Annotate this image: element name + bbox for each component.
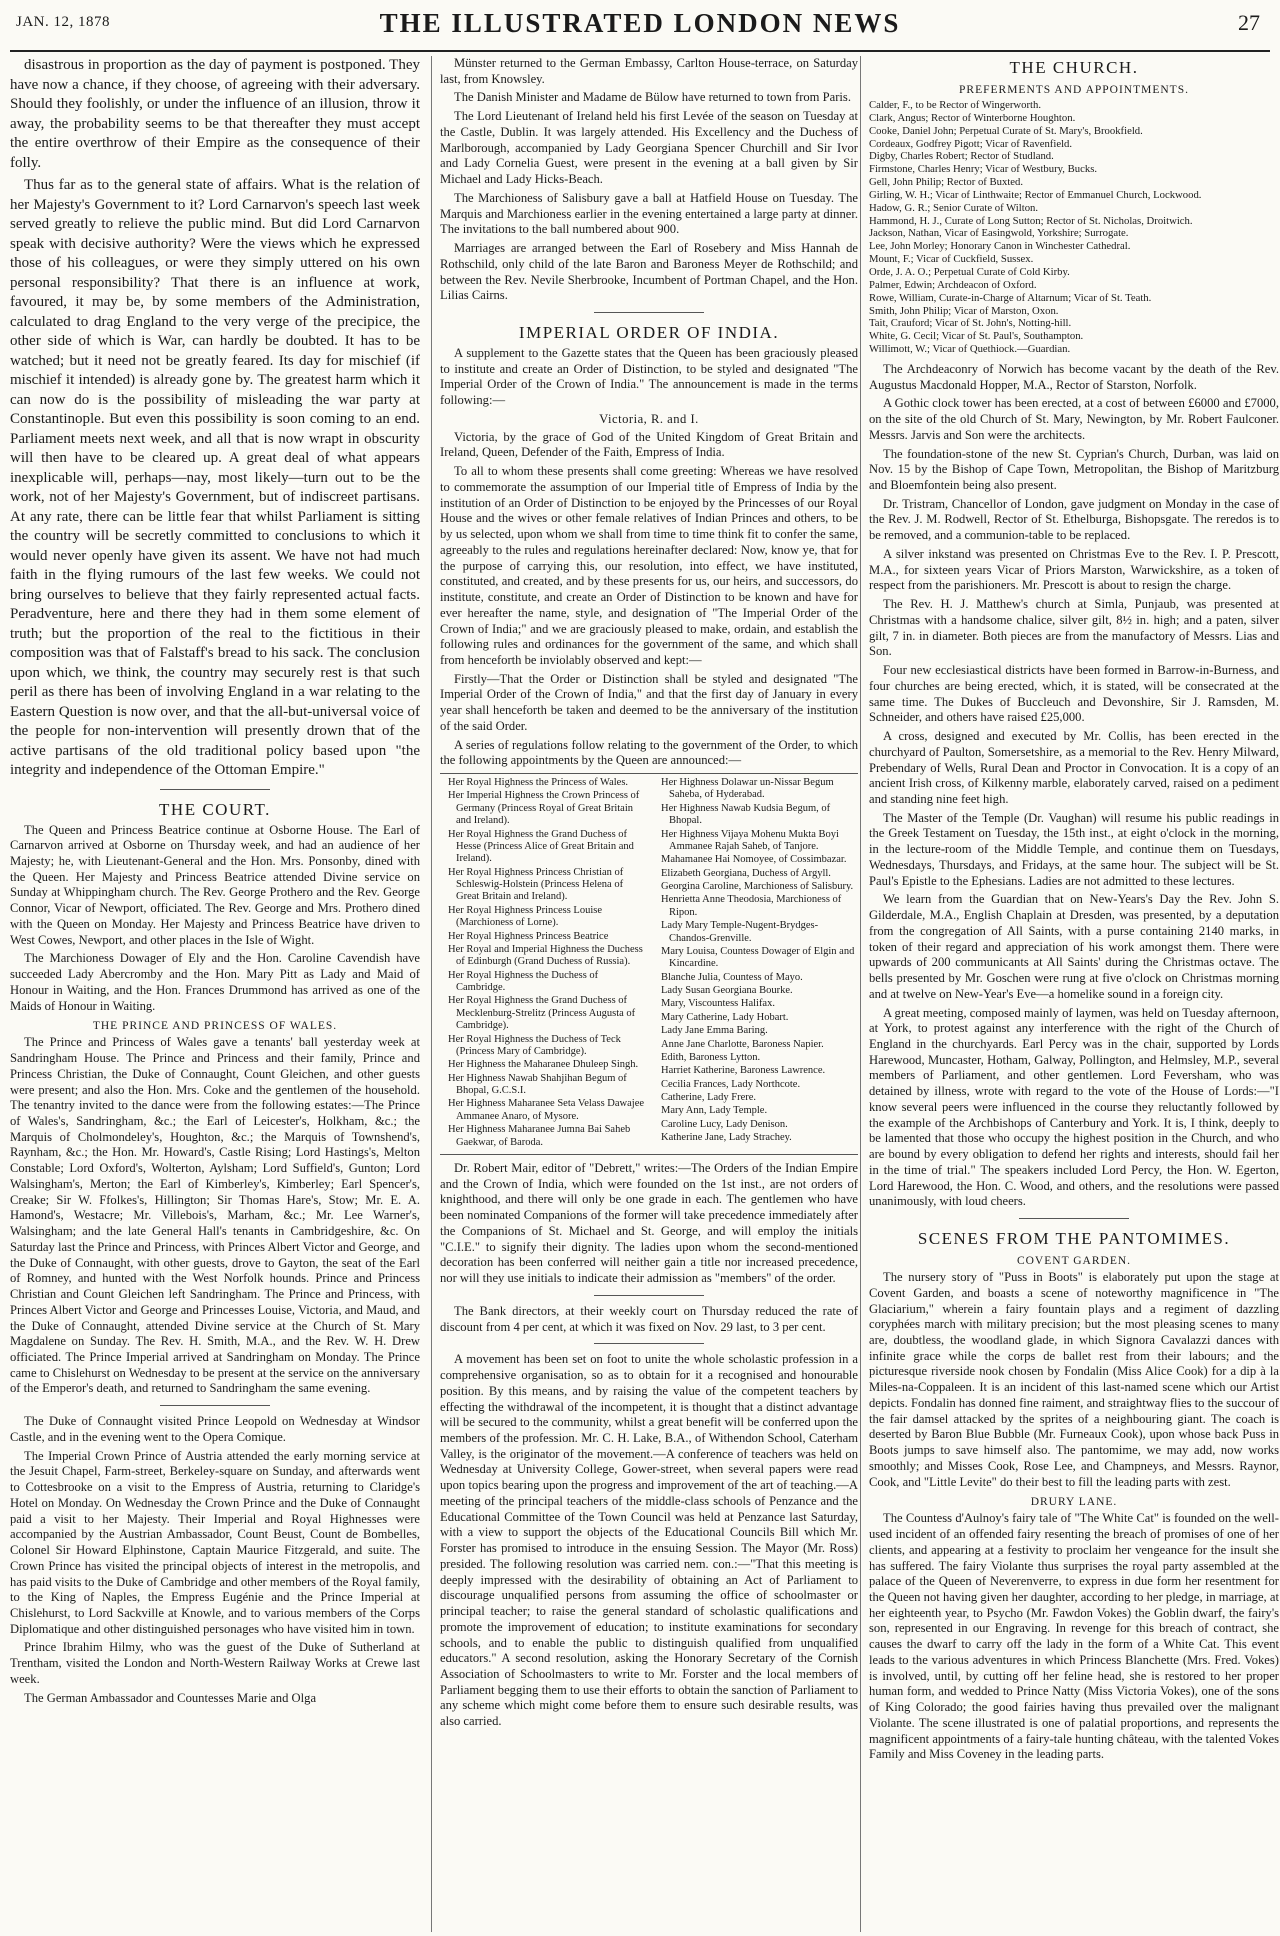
section-title-church: THE CHURCH.: [1009, 58, 1139, 77]
member-entry: Her Highness Maharanee Seta Velass Dawajee Ammanee Anaro, of Mysore.: [448, 1098, 645, 1122]
page-number: 27: [1238, 10, 1260, 35]
member-entry: Her Highness Vijaya Mohenu Mukta Boyi Ammanee Rajah Saheb, of Tanjore.: [661, 828, 839, 852]
member-entry: Her Highness Maharanee Jumna Bai Saheb Gaekwar, of Baroda.: [448, 1124, 631, 1148]
column-2: [431, 56, 858, 1932]
member-entry: Her Royal Highness the Grand Duchess of Hesse (Princess Alice of Great Britain and Ireland).: [448, 828, 634, 865]
column-1: [10, 56, 420, 1932]
paragraph: A movement has been set on foot to unite the whole scholastic profession in a comprehensive organisation, so as to obtain for it a recognised and honourable position. By this means, and by raising the value of the competent teachers by effecting the withdrawal of the incompetent, it is thought that a distinct advantage will be secured to the community, whilst a great benefit will be conferred upon the members of the profession. Mr. C. H. Lake, B.A., of Withendon School, Caterham Valley, is the originator of the movement.—A conference of teachers was held on Wednesday at University College, Gower-street, when several papers were read upon topics bearing upon the progress and improvement of the art of teaching.—A meeting of the principal teachers of the middle-class schools of Penzance and the Educational Committee of the Town Council was held at Penzance last Saturday, with a view to support the objects of the Educational Councils Bill which Mr. Forster has promised to introduce in the ensuing Session. The Mayor (Mr. Ross) presided. The following resolution was carried nem. con.:—"That this meeting is deeply impressed with the desirability of obtaining an Act of Parliament to discourage unqualified persons from assuming the office of schoolmaster or principal teacher; to raise the general standard of scholastic qualifications and promote the improvement of education; to institute examinations for secondary schools, and to enable the public to distinguish qualified from unqualified educators." A second resolution, asking the Honorary Secretary of the Cornish Association of Schoolmasters to write to Mr. Forster and the local members of Parliament begging them to use their efforts to obtain the sanction of Parliament to any scheme which might come before them to ensure such desirable results, was also carried.: [440, 1352, 858, 1729]
paragraph: Prince Ibrahim Hilmy, who was the guest of the Duke of Sutherland at Trentham, visited the London and North-Western Railway Works at Crewe last week.: [10, 1640, 420, 1686]
section-divider: [594, 312, 704, 313]
list-item: Palmer, Edwin; Archdeacon of Oxford.: [869, 278, 1037, 291]
member-entry: Elizabeth Georgiana, Duchess of Argyll.: [661, 867, 831, 879]
order-members-list: [440, 773, 858, 1155]
section-title-court: THE COURT.: [159, 799, 271, 819]
paragraph: The Rev. H. J. Matthew's church at Simla, Punjaub, was presented at Christmas with a handsome chalice, silver gilt, 8½ in. high; and a paten, silver gilt, 7 in. in diameter. Both pieces are from the manufactory of Messrs. Lias and Son.: [869, 597, 1279, 659]
paragraph: The nursery story of "Puss in Boots" is elaborately put upon the stage at Covent Garden, and boasts a scene of noteworthy magnificence in "The Glaciarium," wherein a fairy fountain plays and a regiment of dazzling coryphées march with military precision; but the most pleasing scenes to many are, doubtless, the woodland glade, in which Signora Cavalazzi dances with infinite grace while the corps de ballet rest from their labours; and the picturesque riverside nook chosen by Fondalin (Miss Alice Cook) for a dip à la Miles-na-Coppaleen. It is an incident of this last-named scene which our Artist depicts. Fondalin has donned fine raiment, and straightway flies to the succour of the fair damsel attacked by the sprites of a neighbouring giant. The coach is deserted by Baron Blue Bubble (Mr. Furneaux Cook), upon whose back Puss in Boots jumps to save himself also. The pantomime, we may add, now works smoothly; and Misses Cook, Rose Lee, and Champneys, and Messrs. Raynor, Cook, and "Little Levite" do their best to fill the leading parts with zest.: [869, 1270, 1279, 1489]
member-entry: Blanche Julia, Countess of Mayo.: [661, 971, 803, 983]
paragraph: A series of regulations follow relating to the government of the Order, to which the following appointments by the Queen are announced:—: [440, 737, 858, 768]
members-right-column: [653, 777, 858, 1150]
list-item: Jackson, Nathan, Vicar of Easingwold, Yorkshire; Surrogate.: [869, 227, 1129, 240]
member-entry: Her Royal Highness Princess Beatrice: [448, 930, 609, 942]
members-left-column: [440, 777, 645, 1150]
member-entry: Mary, Viscountess Halifax.: [661, 998, 775, 1010]
paragraph: Victoria, by the grace of God of the United Kingdom of Great Britain and Ireland, Queen, Defender of the Faith, Empress of India.: [440, 429, 858, 460]
paragraph: The Danish Minister and Madame de Bülow have returned to town from Paris.: [454, 90, 851, 105]
member-entry: Her Royal Highness the Duchess of Teck (Princess Mary of Cambridge).: [448, 1033, 621, 1057]
column-3: [860, 56, 1279, 1932]
preferments-list: [869, 99, 1279, 356]
member-entry: Anne Jane Charlotte, Baroness Napier.: [661, 1038, 824, 1050]
paragraph: A great meeting, composed mainly of laymen, was held on Tuesday afternoon, at York, to protest against any interference with the right of the Church of England in the churchyards. Earl Percy was in the chair, supported by Lords Harewood, Muncaster, Hotham, Galway, Pollington, and Helmsley, M.P., several members of Parliament, and other gentlemen. Lord Feversham, who was detained by illness, wrote with regard to the vote of the House of Lords:—"I know several peers were influenced in the course they reluctantly followed by the example of the Archbishops of Canterbury and York. It is, I think, deeply to be lamented that those who occupy the highest position in the Church, and who are bound by every obligation to defend her rights and interests, should fail her in the time of trial." The speakers included Lord Percy, the Hon. W. Egerton, Lord Harewood, the Hon. C. Wood, and others, and the resolutions were passed unanimously, with loud cheers.: [869, 1005, 1279, 1209]
list-item: Tait, Crauford; Vicar of St. John's, Notting-hill.: [869, 317, 1072, 330]
member-entry: Mary Catherine, Lady Hobart.: [661, 1011, 789, 1023]
member-entry: Her Royal and Imperial Highness the Duchess of Edinburgh (Grand Duchess of Russia).: [448, 943, 643, 968]
paragraph: Four new ecclesiastical districts have been formed in Barrow-in-Burness, and four churches are being erected, which, it is stated, will be consecrated at the same time. The Dukes of Buccleuch and Devonshire, Sir J. Ramsden, M. Schneider, and others have raised £25,000.: [869, 663, 1279, 725]
list-item: Willimott, W.; Vicar of Quethiock.—Guardian.: [869, 343, 1071, 356]
member-entry: Katherine Jane, Lady Strachey.: [661, 1132, 792, 1144]
editorial-section: [10, 56, 420, 781]
list-item: Hadow, G. R.; Senior Curate of Wilton.: [869, 201, 1039, 214]
paragraph: The Imperial Crown Prince of Austria attended the early morning service at the Jesuit Chapel, Farm-street, Berkeley-square on Sunday, and afterwards went to Cottesbrooke on a visit to the Empress of Austria, returning to Claridge's Hotel on Monday. On Wednesday the Crown Prince and the Duke of Connaught paid a visit to her Majesty. Their Imperial and Royal Highnesses were accompanied by the Austrian Ambassador, Count Beust, Count de Bombelles, Colonel Sir Howard Elphinstone, Captain Maurice Fitzgerald, and suite. The Crown Prince has visited the principal objects of interest in the metropolis, and has paid visits to the Duke of Cambridge and other members of the Royal family, to the King of Naples, the Empress Eugénie and the Prince Imperial at Chislehurst, to Lord Sackville at Knowle, and to various members of the Corps Diplomatique and other distinguished personages who have visited him in town.: [10, 1448, 420, 1636]
section-divider: [160, 1405, 270, 1406]
section-title-india: IMPERIAL ORDER OF INDIA.: [518, 323, 780, 343]
list-item: White, G. Cecil; Vicar of St. Paul's, Southampton.: [869, 330, 1084, 343]
list-item: Lee, John Morley; Honorary Canon in Winchester Cathedral.: [869, 240, 1131, 253]
list-item: Firmstone, Charles Henry; Vicar of Westbury, Bucks.: [869, 163, 1098, 176]
paragraph: The German Ambassador and Countesses Marie and Olga: [24, 1690, 317, 1705]
member-entry: Caroline Lucy, Lady Denison.: [661, 1118, 788, 1130]
member-entry: Lady Susan Georgiana Bourke.: [661, 985, 793, 997]
member-entry: Edith, Baroness Lytton.: [661, 1051, 761, 1063]
list-item: Orde, J. A. O.; Perpetual Curate of Cold Kirby.: [869, 265, 1070, 278]
paragraph: The Prince and Princess of Wales gave a tenants' ball yesterday week at Sandringham House. The Prince and Princess and their family, Prince and Princess Christian, the Duke of Connaught, Count Gleichen, and other guests were present; and also the Hon. Mrs. Coke and the gentlemen of the household. The tenantry invited to the dance were from the following estates:—The Prince of Wales's, Sandringham, &c.; the Earl of Leicester's, Holkham, &c.; the Marquis of Cholmondeley's, Houghton, &c.; the Marquis of Townshend's, Raynham, &c.; the Hon. Mr. Howard's, Castle Rising; Lord Hastings's, Melton Constable; Lord Oxford's, Wolterton, Aylsham; Lord Suffield's, Gunton; Lord Walsingham's, Merton; the Earl of Kimberley's, Kimberley; Earl Spencer's, Creake; Sir W. Ffolkes's, Hillington; Sir Thomas Hare's, Stow; Mr. E. A. Hamond's, Westacre; Mr. Villebois's, Marham, &c.; Mr. Lee Warner's, Walsingham; and the late General Hall's tenants in Cambridgeshire, &c. On Saturday last the Prince and Princess, with Princes Albert Victor and George, and the Duke of Connaught, with other guests, drove to Gayton, the seat of the Earl of Romney, and hunted with the West Norfolk hounds. Prince and Princess Christian and Count Gleichen left Sandringham. The Prince and Princess, with Princes Albert Victor and George and Princesses Louise, Victoria, and Maud, and the Duke of Connaught, attended Divine service at the Church of St. Mary Magdalene on Sunday. The Rev. H. Smith, M.A., and the Rev. W. H. Drew officiated. The Prince Imperial arrived at Sandringham on Monday. The Prince came to Chislehurst on Wednesday to be present at the service on the anniversary of the Emperor's death, and returned to Sandringham the same evening.: [10, 1035, 420, 1396]
member-entry: Cecilia Frances, Lady Northcote.: [661, 1078, 801, 1090]
list-item: Digby, Charles Robert; Rector of Studland.: [869, 150, 1054, 163]
member-entry: Her Royal Highness the Princess of Wales.: [448, 777, 629, 789]
masthead: [10, 0, 1270, 52]
columns: [10, 56, 1279, 1932]
member-entry: Her Highness Nawab Kudsia Begum, of Bhopal.: [661, 802, 831, 827]
issue-date: JAN. 12, 1878: [16, 14, 111, 30]
section-divider: [1019, 1218, 1129, 1219]
member-entry: Her Highness the Maharanee Dhuleep Singh.: [448, 1059, 639, 1071]
paragraph: The Lord Lieutenant of Ireland held his first Levée of the season on Tuesday at the Castle, Dublin. It was largely attended. His Excellency and the Duchess of Marlborough, accompanied by Lady Georgiana Spencer Churchill and Sir Ivor and Lady Cornelia Guest, were present in the evening at a ball given by Sir Michael and Lady Hicks-Beach.: [440, 109, 858, 187]
member-entry: Lady Mary Temple-Nugent-Brydges-Chandos-Grenville.: [661, 920, 819, 944]
paragraph: To all to whom these presents shall come greeting: Whereas we have resolved to commemorate the assumption of our Imperial title of Empress of India by the institution of an Order of Distinction to be enjoyed by the Princesses of our Royal House and the wives or other female relatives of Indian Princes and others, to be by us selected, upon whom we shall from time to time think fit to confer the same, agreeably to the rules and regulations hereinafter declared: Now, know ye, that for the purpose of carrying this, our resolution, into effect, we have instituted, constituted, and created, and by these presents for us, our heirs, and successors, do institute, constitute, and create an Order of Distinction to be known and have for ever hereafter the name, style, and designation of "The Imperial Order of the Crown of India;" and we are graciously pleased to make, ordain, and establish the following rules and ordinances for the government of the same, and which shall from henceforth be inviolably observed and kept:—: [440, 464, 858, 667]
paragraph: A cross, designed and executed by Mr. Collis, has been erected in the churchyard of Paulton, Somersetshire, as a memorial to the Rev. Henry Milward, Prebendary of Wells, Rural Dean and Proctor in Convocation. It is a copy of an ancient Irish cross, of Kilkenny marble, elaborately carved, raised on a pediment and standing nine feet high.: [869, 729, 1279, 806]
list-item: Clark, Angus; Rector of Winterborne Houghton.: [869, 111, 1076, 124]
paragraph: The Master of the Temple (Dr. Vaughan) will resume his public readings in the Greek Testament on Tuesday, the 15th inst., at eight o'clock in the morning, in the lecture-room of the Middle Temple, and continue them on Tuesdays, Wednesdays, Thursdays, and Fridays, at the same hour. The subject will be St. Paul's Epistle to the Ephesians. Ladies are not admitted to these lectures.: [869, 810, 1279, 888]
paragraph: Marriages are arranged between the Earl of Rosebery and Miss Hannah de Rothschild, only child of the late Baron and Baroness Meyer de Rothschild; and between the Rev. Nevile Sherbrooke, Incumbent of Portman Chapel, and the Hon. Lilias Cairns.: [440, 241, 858, 303]
member-entry: Mary Ann, Lady Temple.: [661, 1105, 768, 1117]
member-entry: Catherine, Lady Frere.: [661, 1092, 757, 1104]
newspaper-title: THE ILLUSTRATED LONDON NEWS: [379, 8, 901, 38]
subsection-title-drury-lane: DRURY LANE.: [1030, 1496, 1118, 1509]
member-entry: Her Royal Highness the Grand Duchess of Mecklenburg-Strelitz (Princess Augusta of Cambridge).: [448, 995, 636, 1032]
paragraph: Dr. Tristram, Chancellor of London, gave judgment on Monday in the case of the Rev. J. M. Rodwell, Rector of St. Ethelburga, Bishopsgate. The reredos is to be removed, and a communion-table to be replaced.: [869, 496, 1279, 543]
section-divider: [594, 1295, 704, 1296]
paragraph: The Marchioness Dowager of Ely and the Hon. Caroline Cavendish have succeeded Lady Abercromby and the Hon. Mary Pitt as Lady and Maid of Honour in Waiting, and the Hon. Frances Drummond has arrived as one of the Maids of Honour in Waiting.: [10, 951, 420, 1013]
member-entry: Henrietta Anne Theodosia, Marchioness of Ripon.: [661, 894, 842, 918]
list-item: Cooke, Daniel John; Perpetual Curate of St. Mary's, Brookfield.: [869, 124, 1143, 137]
paragraph: A supplement to the Gazette states that the Queen has been graciously pleased to institute and create an Order of Distinction, to be styled and designated "The Imperial Order of the Crown of India." The announcement is made in the terms following:—: [440, 346, 858, 408]
subsection-title-wales: THE PRINCE AND PRINCESS OF WALES.: [92, 1020, 338, 1033]
member-entry: Her Royal Highness the Duchess of Cambridge.: [448, 969, 599, 994]
section-title-pantomimes: SCENES FROM THE PANTOMIMES.: [917, 1229, 1231, 1249]
paragraph: The foundation-stone of the new St. Cyprian's Church, Durban, was laid on Nov. 15 by the Bishop of Cape Town, Metropolitan, the Bishop of Maritzburg and Bloemfontein being also present.: [869, 446, 1279, 493]
paragraph: We learn from the Guardian that on New-Years's Day the Rev. John S. Gilderdale, M.A., English Chaplain at Dresden, was presented, by a deputation from the congregation of All Saints, with a purse containing 2140 marks, in token of their regard and appreciation of his work amongst them. There were upwards of 200 communicants at All Saints' during the Christmas octave. The bells presented by Mr. Goschen were rung at five o'clock on Christmas morning and at twelve on New-Year's Eve—a homelike sound in a foreign city.: [869, 892, 1279, 1001]
paragraph: The Marchioness of Salisbury gave a ball at Hatfield House on Tuesday. The Marquis and Marchioness earlier in the evening entertained a large party at dinner. The invitations to the ball numbered about 900.: [440, 190, 858, 237]
paragraph: The Bank directors, at their weekly court on Thursday reduced the rate of discount from 4 per cent, at which it was fixed on Nov. 29 last, to 3 per cent.: [440, 1303, 858, 1334]
member-entry: Her Royal Highness Princess Christian of Schleswig-Holstein (Princess Helena of Great Britain and Ireland).: [448, 866, 624, 903]
paragraph: A silver inkstand was presented on Christmas Eve to the Rev. I. P. Prescott, M.A., for sixteen years Vicar of Priors Marston, Warwickshire, as a token of respect from the parishioners. Mr. Prescott is about to resign the charge.: [869, 546, 1279, 593]
paragraph: The Archdeaconry of Norwich has become vacant by the death of the Rev. Augustus Macdonald Hopper, M.A., Rector of Starston, Norfolk.: [869, 361, 1279, 392]
paragraph: The Queen and Princess Beatrice continue at Osborne House. The Earl of Carnarvon arrived at Osborne on Thursday week, and had an audience of her Majesty; he, with Lieutenant-General and the Hon. Mrs. Ponsonby, dined with the Queen. Her Majesty and Princess Beatrice attended Divine service on Sunday at Whippingham church. The Rev. George Prothero and the Rev. George Connor, Vicar of Newport, officiated. The Rev. George and Mrs. Prothero dined with the Queen on Monday. Her Majesty and Princess Beatrice have driven to West Cowes, Newport, and other places in the Isle of Wight.: [10, 822, 420, 947]
paragraph: The Countess d'Aulnoy's fairy tale of "The White Cat" is founded on the well-used incident of an offended fairy resenting the breach of promises of one of her clients, and appearing at a festivity to proclaim her vengeance for the insult she has suffered. The fairy Violante thus surprises the royal party assembled at the palace of the Queen of Neverenverre, to express in due form her resentment for the Queen not having given her daughter, according to her pledge, in marriage, at her eighteenth year, to Psycho (Mr. Fawdon Vokes) the Goblin dwarf, the fairy's son, represented in our Engraving. In revenge for this breach of contract, she causes the dwarf to carry off the lady in the form of a White Cat. This event leads to the various adventures in which Princess Blanchette (Mrs. Fred. Vokes) is involved, until, by cutting off her feline head, she is restored to her proper human form, and wedded to Prince Natty (Miss Victoria Vokes), one of the sons of King Colorado; the good fairies having thus prevailed over the malignant Violante. The scene illustrated is one of palatial proportions, and represents the magnificent appointments of a fairy-tale hunting château, with the talented Vokes Family and Miss Coveney in the leading parts.: [869, 1511, 1279, 1762]
member-entry: Georgina Caroline, Marchioness of Salisbury.: [661, 881, 854, 893]
paragraph: Firstly—That the Order or Distinction shall be styled and designated "The Imperial Order of the Crown of India," and that the first day of January in every year shall henceforth be taken and deemed to be the anniversary of the institution of the said Order.: [440, 671, 858, 733]
paragraph: The Duke of Connaught visited Prince Leopold on Wednesday at Windsor Castle, and in the evening went to the Opera Comique.: [10, 1414, 420, 1444]
member-entry: Her Highness Nawab Shahjihan Begum of Bhopal, G.C.S.I.: [448, 1072, 627, 1097]
paragraph: disastrous in proportion as the day of payment is postponed. They have now a chance, if they choose, of agreeing with their adversary. Should they foolishly, or under the influence of an illusion, throw it away, the probability seems to be that thereafter they must accept the entire overthrow of their Empire as the consequence of their folly.: [10, 57, 420, 171]
court-section: [10, 823, 420, 1707]
list-item: Rowe, William, Curate-in-Charge of Altarnum; Vicar of St. Teath.: [869, 291, 1152, 304]
member-entry: Her Imperial Highness the Crown Princess of Germany (Princess Royal of Great Britain and Ireland).: [448, 790, 640, 827]
member-entry: Mary Louisa, Countess Dowager of Elgin and Kincardine.: [661, 945, 855, 970]
list-item: Cordeaux, Godfrey Pigott; Vicar of Ravenfield.: [869, 137, 1073, 150]
section-divider: [160, 789, 270, 790]
subsection-title-covent-garden: COVENT GARDEN.: [1016, 1255, 1132, 1268]
paragraph: Münster returned to the German Embassy, Carlton House-terrace, on Saturday last, from Knowsley.: [440, 56, 858, 86]
paragraph: A Gothic clock tower has been erected, at a cost of between £6000 and £7000, on the site of the old Church of St. Mary, Newington, by Mr. Robert Faulconer. Messrs. Jarvis and Son were the architects.: [869, 396, 1279, 442]
royal-signature-line: Victoria, R. and I.: [599, 411, 699, 426]
list-item: Smith, John Philip; Vicar of Marston, Oxon.: [869, 304, 1059, 317]
member-entry: Her Highness Dolawar un-Nissar Begum Saheba, of Hyderabad.: [661, 777, 834, 801]
section-divider: [594, 1343, 704, 1344]
member-entry: Mahamanee Hai Nomoyee, of Cossimbazar.: [661, 854, 847, 866]
list-item: Gell, John Philip; Rector of Buxted.: [869, 176, 1024, 189]
list-item: Calder, F., to be Rector of Wingerworth.: [869, 99, 1042, 111]
list-item: Girling, W. H.; Vicar of Linthwaite; Rector of Emmanuel Church, Lockwood.: [869, 188, 1202, 201]
member-entry: Lady Jane Emma Baring.: [661, 1025, 768, 1037]
list-item: Mount, F.; Vicar of Cuckfield, Sussex.: [869, 253, 1034, 266]
list-item: Hammond, H. J., Curate of Long Sutton; Rector of St. Nicholas, Droitwich.: [869, 214, 1193, 227]
paragraph: Dr. Robert Mair, editor of "Debrett," writes:—The Orders of the Indian Empire and the Crown of India, which were founded on the 1st inst., are not orders of knighthood, and there will only be one grade in each. The gentlemen who have been nominated Companions of the former will take precedence immediately after the Companions of St. Michael and St. George, and will employ the initials "C.I.E." to signify their dignity. The ladies upon whom the second-mentioned decoration has been conferred will neither gain a title nor increased precedence, nor will they use initials to indicate their admission as "members" of the order.: [440, 1160, 858, 1286]
member-entry: Harriet Katherine, Baroness Lawrence.: [661, 1065, 826, 1077]
paragraph: Thus far as to the general state of affairs. What is the relation of her Majesty's Government to it? Lord Carnarvon's speech last week served greatly to relieve the public mind. But did Lord Carnarvon speak with decisive authority? Were the views which he expressed those of his colleagues, or were they simply uttered on his own personal responsibility? That there is an influence at work, favoured, it may be, by some members of the Administration, calculated to drag England to the very verge of the precipice, the other side of which is War, can hardly be doubted. It has to be watched; but it need not be greatly feared. Its day for mischief (if mischief it intended) is already gone by. The greatest harm which it can now do is the possibility of misleading the war party at Constantinople. But even this possibility is soon coming to an end. Parliament meets next week, and all that is now wrapt in obscurity will then have to be cleared up. A great deal of what appears inexplicable will, perhaps—nay, most likely—turn out to be the work, not of her Majesty's Government, but of indiscreet partisans. At any rate, there can be little fear that whilst Parliament is sitting the country will be secretly committed to conclusions to which it would never openly have given its assent. We have not had much faith in the flying rumours of the last few weeks. We could not bring ourselves to believe that they fairly represented actual facts. Peradventure, here and there they had in them some element of truth; but the proportion of the real to the fictitious in their composition was that of Falstaff's bread to his sack. The conclusion upon which, we think, the country may securely rest is that such peril as there has been of involving England in a war relating to the Eastern Question is now over, and that the all-but-universal voice of the people for non-intervention will presently drown that of the active partisans of the old traditional policy based upon "the integrity and independence of the Ottoman Empire.": [10, 177, 420, 778]
member-entry: Her Royal Highness Princess Louise (Marchioness of Lorne).: [448, 904, 602, 929]
subsection-title-preferments: PREFERMENTS AND APPOINTMENTS.: [959, 84, 1189, 96]
